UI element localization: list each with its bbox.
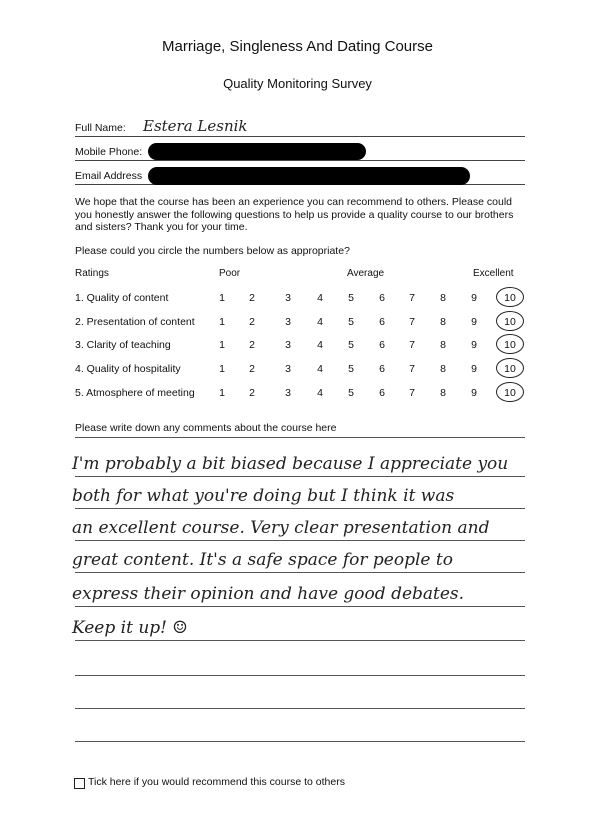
full-name-value: Estera Lesnik	[143, 117, 248, 135]
rating-option[interactable]: 6	[379, 339, 385, 351]
rating-option[interactable]: 6	[379, 316, 385, 328]
circled-selection-mark	[496, 311, 524, 331]
rating-option[interactable]: 1	[219, 339, 225, 351]
comment-ruled-line	[75, 675, 525, 676]
rating-row	[0, 292, 595, 312]
rating-option[interactable]: 1	[219, 363, 225, 375]
average-header: Average	[347, 268, 385, 279]
recommend-checkbox-label: Tick here if you would recommend this course to others	[88, 776, 345, 788]
rating-option[interactable]: 5	[348, 363, 354, 375]
rating-row-label: 5. Atmosphere of meeting	[75, 387, 195, 399]
circled-selection-mark	[496, 358, 524, 378]
rating-option[interactable]: 4	[317, 292, 323, 304]
rating-option[interactable]: 3	[285, 292, 291, 304]
comments-title: Please write down any comments about the course here	[75, 422, 525, 438]
rating-option[interactable]: 5	[348, 292, 354, 304]
rating-option[interactable]: 9	[471, 387, 477, 399]
comment-ruled-line	[75, 508, 525, 509]
full-name-label: Full Name:	[75, 122, 126, 134]
rating-row-label: 4. Quality of hospitality	[75, 363, 181, 375]
rating-row	[0, 316, 595, 336]
intro-paragraph: We hope that the course has been an experience you can recommend to others. Please could you honestly answer the following questions to help us provide a quality course to our brothers and sisters? Thank you for your time.	[75, 196, 514, 233]
rating-option[interactable]: 6	[379, 292, 385, 304]
comment-ruled-line	[75, 572, 525, 573]
rating-option[interactable]: 9	[471, 292, 477, 304]
email-address-label: Email Address	[75, 170, 143, 182]
comment-ruled-line	[75, 476, 525, 477]
circled-selection-mark	[496, 382, 524, 402]
rating-option[interactable]: 9	[471, 363, 477, 375]
rating-option[interactable]: 2	[249, 363, 255, 375]
mobile-phone-field[interactable]	[75, 142, 525, 161]
comment-ruled-line	[75, 640, 525, 641]
comment-ruled-line	[75, 606, 525, 607]
rating-row-label: 2. Presentation of content	[75, 316, 195, 328]
full-name-field[interactable]	[75, 118, 525, 137]
rating-option[interactable]: 3	[285, 316, 291, 328]
rating-option[interactable]: 1	[219, 292, 225, 304]
rating-option[interactable]: 3	[285, 339, 291, 351]
recommend-checkbox[interactable]	[74, 778, 85, 789]
rating-option[interactable]: 6	[379, 387, 385, 399]
handwritten-comment-line: express their opinion and have good debates.	[72, 584, 465, 604]
rating-option[interactable]: 10	[504, 363, 516, 375]
comment-ruled-line	[75, 708, 525, 709]
rating-option[interactable]: 5	[348, 316, 354, 328]
instruction-text: Please could you circle the numbers below as appropriate?	[75, 245, 350, 257]
rating-option[interactable]: 2	[249, 292, 255, 304]
rating-option[interactable]: 8	[440, 292, 446, 304]
rating-option[interactable]: 8	[440, 316, 446, 328]
handwritten-comment-line: an excellent course. Very clear presentation and	[72, 518, 490, 538]
rating-row	[0, 387, 595, 407]
rating-option[interactable]: 5	[348, 387, 354, 399]
handwritten-comment-line: both for what you're doing but I think it was	[72, 486, 455, 506]
rating-option[interactable]: 9	[471, 316, 477, 328]
rating-option[interactable]: 2	[249, 339, 255, 351]
poor-header: Poor	[219, 268, 241, 279]
form-title: Marriage, Singleness And Dating Course	[162, 38, 433, 55]
rating-option[interactable]: 2	[249, 387, 255, 399]
redaction-mark	[148, 143, 366, 160]
rating-option[interactable]: 5	[348, 339, 354, 351]
form-subtitle: Quality Monitoring Survey	[223, 76, 372, 91]
rating-option[interactable]: 8	[440, 363, 446, 375]
rating-option[interactable]: 10	[504, 387, 516, 399]
rating-option[interactable]: 9	[471, 339, 477, 351]
circled-selection-mark	[496, 287, 524, 307]
rating-option[interactable]: 7	[409, 292, 415, 304]
rating-option[interactable]: 4	[317, 363, 323, 375]
ratings-header: Ratings	[75, 268, 109, 279]
rating-row-label: 3. Clarity of teaching	[75, 339, 171, 351]
rating-option[interactable]: 10	[504, 339, 516, 351]
handwritten-comment-line: I'm probably a bit biased because I appreciate you	[72, 454, 509, 474]
rating-option[interactable]: 4	[317, 387, 323, 399]
rating-option[interactable]: 10	[504, 292, 516, 304]
handwritten-comment-line: Keep it up! ☺	[72, 618, 188, 638]
redaction-mark	[148, 167, 470, 185]
rating-option[interactable]: 4	[317, 316, 323, 328]
rating-option[interactable]: 3	[285, 363, 291, 375]
rating-option[interactable]: 8	[440, 387, 446, 399]
rating-option[interactable]: 7	[409, 387, 415, 399]
rating-option[interactable]: 6	[379, 363, 385, 375]
rating-row	[0, 363, 595, 383]
rating-option[interactable]: 1	[219, 316, 225, 328]
rating-option[interactable]: 10	[504, 316, 516, 328]
rating-option[interactable]: 4	[317, 339, 323, 351]
email-address-field[interactable]	[75, 166, 525, 185]
mobile-phone-label: Mobile Phone:	[75, 146, 143, 158]
comment-ruled-line	[75, 741, 525, 742]
rating-option[interactable]: 7	[409, 316, 415, 328]
rating-option[interactable]: 7	[409, 363, 415, 375]
rating-option[interactable]: 3	[285, 387, 291, 399]
rating-option[interactable]: 8	[440, 339, 446, 351]
rating-row-label: 1. Quality of content	[75, 292, 169, 304]
comment-ruled-line	[75, 540, 525, 541]
rating-option[interactable]: 1	[219, 387, 225, 399]
rating-option[interactable]: 7	[409, 339, 415, 351]
rating-option[interactable]: 2	[249, 316, 255, 328]
excellent-header: Excellent	[473, 268, 514, 279]
rating-row	[0, 339, 595, 359]
handwritten-comment-line: great content. It's a safe space for people to	[72, 550, 453, 570]
circled-selection-mark	[496, 334, 524, 354]
